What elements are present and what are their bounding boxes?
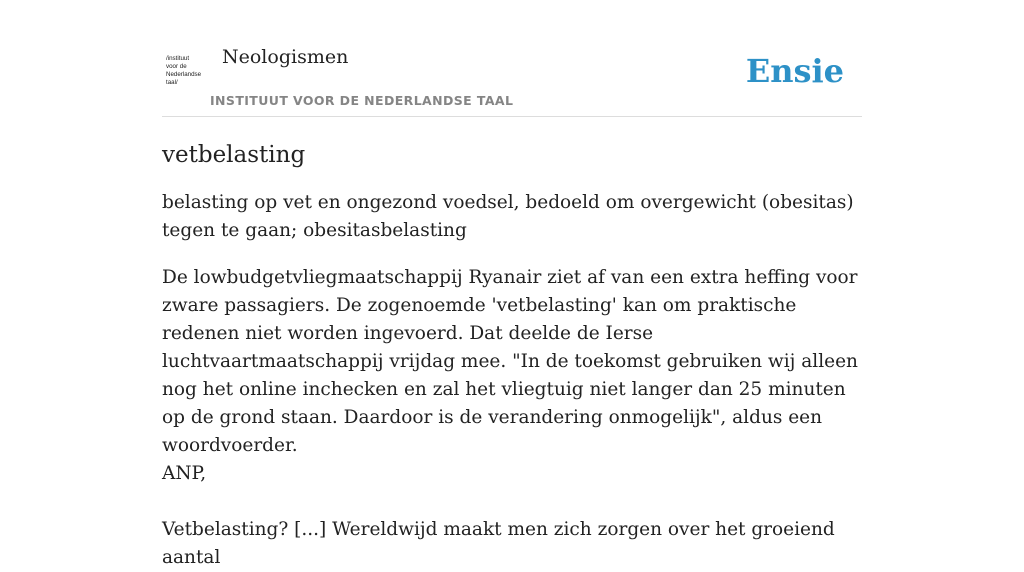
- logo-line: taal/: [166, 79, 178, 86]
- site-title[interactable]: Neologismen: [222, 46, 349, 68]
- site-header: [162, 40, 862, 117]
- site-subtitle: INSTITUUT VOOR DE NEDERLANDSE TAAL: [210, 93, 514, 108]
- logo-line: Nederlandse: [166, 71, 202, 78]
- logo-line: /instituut: [166, 55, 190, 62]
- institute-logo[interactable]: [166, 55, 206, 87]
- logo-line: voor de: [166, 63, 187, 70]
- entry-quote-second: Vetbelasting? [...] Wereldwijd maakt men zich zorgen over het groeiend aantal: [162, 519, 835, 568]
- entry-content: [162, 135, 867, 572]
- quote-source: ANP,: [162, 463, 207, 484]
- ensie-logo-link[interactable]: Ensie: [745, 52, 844, 90]
- entry-definition: belasting op vet en ongezond voedsel, bedoeld om overgewicht (obesitas) tegen te gaan; obesitasbelasting: [162, 192, 854, 241]
- entry-quote: De lowbudgetvliegmaatschappij Ryanair ziet af van een extra heffing voor zware passagiers. De zogenoemde 'vetbelasting' kan om praktische redenen niet worden ingevoerd. Dat deelde de Ierse luchtvaartmaatschappij vrijdag mee. "In de toekomst gebruiken wij alleen nog het online inchecken en zal het vliegtuig niet langer dan 25 minuten op de grond staan. Daardoor is de verandering onmogelijk", aldus een woordvoerder.: [162, 267, 858, 456]
- entry-term: vetbelasting: [162, 142, 306, 168]
